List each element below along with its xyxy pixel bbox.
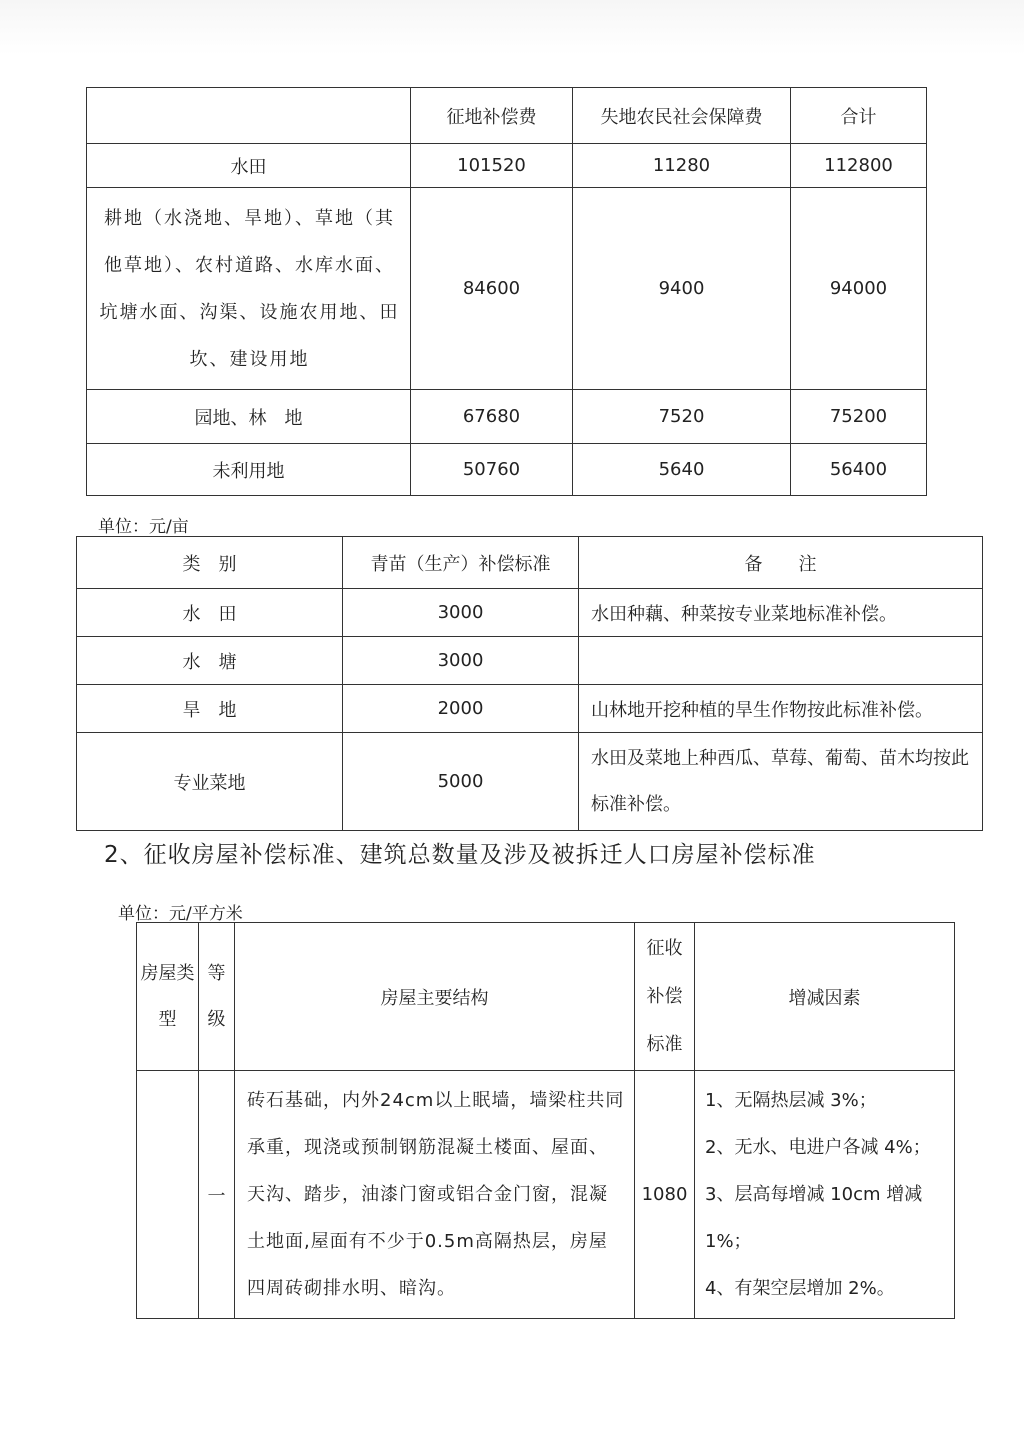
header-cell: 征地补偿费	[411, 88, 573, 144]
section-heading: 2、征收房屋补偿标准、建筑总数量及涉及被拆迁人口房屋补偿标准	[104, 842, 816, 868]
table-row	[87, 390, 927, 444]
table-header-row	[77, 537, 983, 589]
header-cell: 增减因素	[695, 923, 955, 1071]
category-cell: 水 塘	[77, 637, 343, 685]
value-cell: 3000	[343, 637, 579, 685]
category-cell: 旱 地	[77, 685, 343, 733]
note-cell: 水田种藕、种菜按专业菜地标准补偿。	[579, 589, 983, 637]
value-cell: 2000	[343, 685, 579, 733]
category-cell: 水田	[87, 144, 411, 188]
header-cell: 合计	[791, 88, 927, 144]
table-header-row	[137, 923, 955, 1071]
value-cell: 3000	[343, 589, 579, 637]
value-cell: 84600	[411, 188, 573, 390]
table-row	[77, 637, 983, 685]
scan-top-shading	[0, 0, 1024, 55]
value-cell: 11280	[573, 144, 791, 188]
value-cell: 50760	[411, 444, 573, 496]
table-row	[77, 733, 983, 831]
land-compensation-table	[86, 87, 927, 496]
note-cell: 山林地开挖种植的旱生作物按此标准补偿。	[579, 685, 983, 733]
house-compensation-table	[136, 922, 955, 1319]
category-cell: 园地、林 地	[87, 390, 411, 444]
category-cell: 水 田	[77, 589, 343, 637]
header-cell: 房屋类型	[137, 923, 199, 1071]
category-cell: 专业菜地	[77, 733, 343, 831]
table-row	[87, 144, 927, 188]
factor-item: 3、层高每增减 10cm 增减 1%；	[705, 1184, 923, 1252]
category-cell: 未利用地	[87, 444, 411, 496]
value-cell: 5000	[343, 733, 579, 831]
note-cell	[579, 637, 983, 685]
table-row	[87, 188, 927, 390]
header-cell: 青苗（生产）补偿标准	[343, 537, 579, 589]
note-cell: 水田及菜地上种西瓜、草莓、葡萄、苗木均按此标准补偿。	[579, 733, 983, 831]
header-cell: 等级	[199, 923, 235, 1071]
value-cell: 75200	[791, 390, 927, 444]
header-cell: 类 别	[77, 537, 343, 589]
factor-item: 4、有架空层增加 2%。	[705, 1278, 895, 1299]
value-cell: 101520	[411, 144, 573, 188]
factor-item: 1、无隔热层减 3%；	[705, 1090, 877, 1111]
value-cell: 56400	[791, 444, 927, 496]
value-cell: 5640	[573, 444, 791, 496]
factor-item: 2、无水、电进户各减 4%；	[705, 1137, 931, 1158]
category-cell: 耕地（水浇地、旱地）、草地（其他草地）、农村道路、水库水面、坑塘水面、沟渠、设施农用地、田坎、建设用地	[87, 188, 411, 390]
header-cell: 房屋主要结构	[235, 923, 635, 1071]
factors-cell	[695, 1071, 955, 1319]
unit-label: 单位：元/平方米	[118, 904, 243, 924]
value-cell: 9400	[573, 188, 791, 390]
value-cell: 112800	[791, 144, 927, 188]
table-row	[87, 444, 927, 496]
grade-cell: 一	[199, 1071, 235, 1319]
value-cell: 67680	[411, 390, 573, 444]
house-type-cell	[137, 1071, 199, 1319]
table-row	[77, 685, 983, 733]
structure-cell: 砖石基础，内外24cm以上眠墙，墙梁柱共同承重，现浇或预制钢筋混凝土楼面、屋面、天沟、踏步，油漆门窗或铝合金门窗，混凝土地面,屋面有不少于0.5m高隔热层，房屋四周砖砌排水明、暗沟。	[235, 1071, 635, 1319]
value-cell: 7520	[573, 390, 791, 444]
table-header-row	[87, 88, 927, 144]
unit-label: 单位：元/亩	[98, 517, 189, 537]
table-row	[137, 1071, 955, 1319]
value-cell: 94000	[791, 188, 927, 390]
header-cell: 备 注	[579, 537, 983, 589]
header-cell: 征收补偿标准	[635, 923, 695, 1071]
header-cell: 失地农民社会保障费	[573, 88, 791, 144]
header-cell	[87, 88, 411, 144]
table-row	[77, 589, 983, 637]
standard-cell: 1080	[635, 1071, 695, 1319]
crop-compensation-table	[76, 536, 983, 831]
